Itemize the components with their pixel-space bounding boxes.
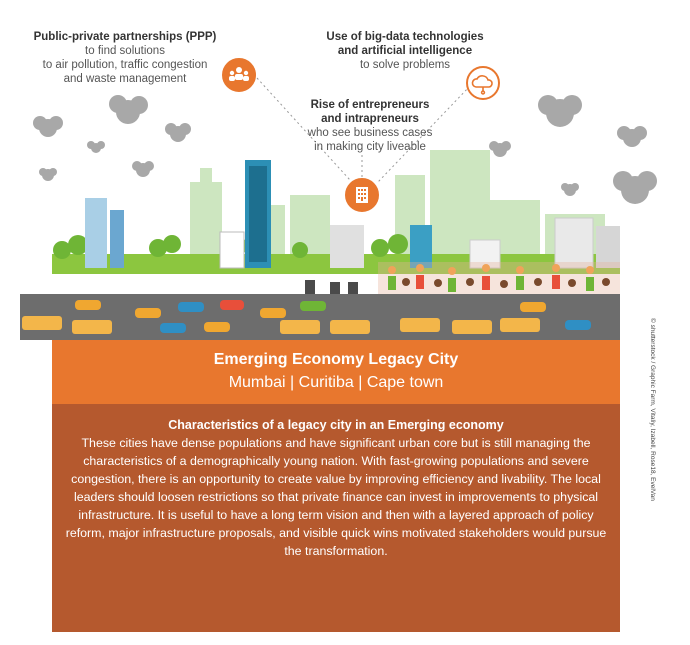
callout-ppp [20,30,230,86]
smog-cloud [33,116,63,137]
smog-cloud [165,123,191,142]
smog-cloud [489,141,511,157]
callout-entrepreneurs-line: who see business cases [307,127,433,139]
bus [280,320,320,334]
people-group-icon [222,58,256,92]
smog-cloud [561,183,579,196]
car [160,323,186,333]
car [220,300,244,310]
panel-body: These cities have dense populations and have significant urban core but is still managing the characteristics of a demographically young nation. With fast-growing populations and severe congestion, there is an opportunity to create value by improving efficiency and livability. The local leaders should loosen restrictions so that private finance can invest in improvements to physical infrastructure. It is useful to have a long term vision and then with a layered approach of policy reform, major infrastructure proposals, and visible quick wins motivated stakeholders would pursue the transformation. [65,436,607,558]
smog-cloud [613,171,657,204]
callout-entrepreneurs-title: Rise of entrepreneurs [310,99,430,111]
smog-cloud [132,161,154,177]
bus [330,320,370,334]
smog-cloud [617,126,647,147]
smog-cloud [39,168,57,181]
callout-bigdata-line: to solve problems [359,59,451,71]
bus [400,318,440,332]
building-icon [345,178,379,212]
car [300,301,326,311]
callout-bigdata [305,30,505,72]
car [565,320,591,330]
callout-ppp-title: Public-private partnerships (PPP) [33,31,217,43]
panel-title: Characteristics of a legacy city in an Emerging economy [168,418,504,432]
callout-entrepreneurs-line: in making city liveable [314,141,426,153]
bus [72,320,112,334]
bus [452,320,492,334]
smog-cloud [538,95,582,127]
street-vendors [305,280,358,294]
smog-cloud [87,141,105,153]
callout-bigdata-title: and artificial intelligence [337,45,473,57]
banner-title: Emerging Economy Legacy City [213,351,459,368]
car [520,302,546,312]
callout-ppp-line: to air pollution, traffic congestion [42,59,208,71]
car [260,308,286,318]
bus [22,316,62,330]
callout-bigdata-title: Use of big-data technologies [326,31,484,43]
city-type-banner [52,340,620,404]
characteristics-panel [52,404,620,632]
banner-cities: Mumbai | Curitiba | Cape town [228,374,444,391]
callout-ppp-line: and waste management [63,73,187,85]
image-credit [627,318,667,501]
callout-entrepreneurs [275,98,465,154]
car [204,322,230,332]
image-credit-text: © shutterstock / Graphic Farm, Vitaliy, Izabell, Rose18, EvelVan [649,318,656,501]
smog-cloud [109,95,148,124]
cloud-network-icon [466,66,500,100]
callout-ppp-line: to find solutions [85,45,165,57]
car [135,308,161,318]
bus [500,318,540,332]
car [75,300,101,310]
car [178,302,204,312]
callout-entrepreneurs-title: and intrapreneurs [321,113,419,125]
